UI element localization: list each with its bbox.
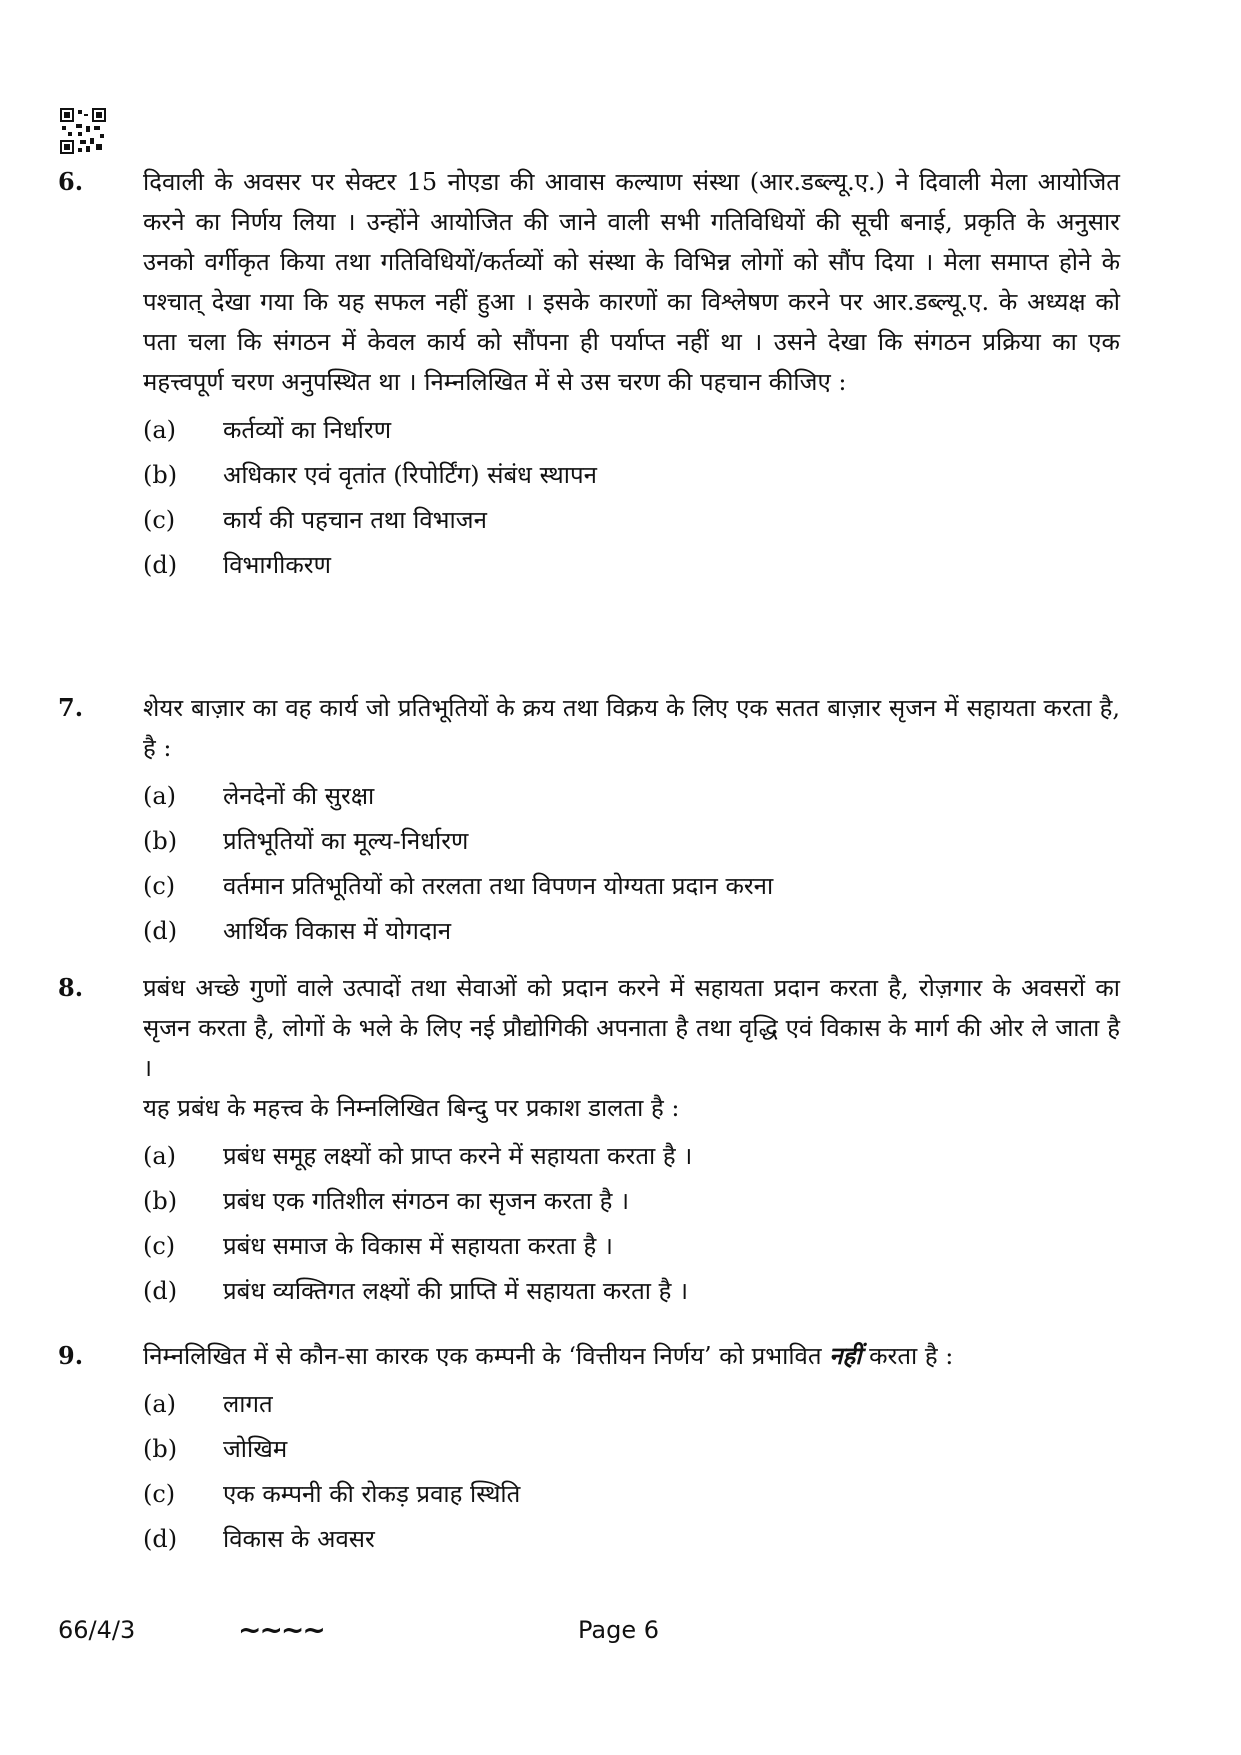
question-7 (58, 688, 1120, 954)
option-b: (b) प्रतिभूतियों का मूल्य-निर्धारण (143, 827, 469, 855)
question-text: प्रबंध अच्छे गुणों वाले उत्पादों तथा सेवाओं को प्रदान करने में सहायता प्रदान करता है, रोज़गार के अवसरों का सृजन करता है, लोगों के भले के लिए नई प्रौद्योगिकी अपनाता है तथा वृद्धि एवं विकास के मार्ग की ओर ले जाता है । यह प्रबंध के महत्त्व के निम्नलिखित बिन्दु पर प्रकाश डालता है : (143, 974, 1120, 1122)
emphasis-text: नहीं (829, 1341, 862, 1370)
question-number: 6. (58, 167, 84, 196)
option-a: (a) कर्तव्यों का निर्धारण (143, 416, 392, 444)
options-list (143, 408, 1120, 588)
options-list (143, 1134, 1120, 1314)
option-d: (d) प्रबंध व्यक्तिगत लक्ष्यों की प्राप्ति में सहायता करता है । (143, 1277, 689, 1305)
qr-code-icon (60, 108, 106, 154)
question-number: 8. (58, 973, 84, 1002)
options-list (143, 1382, 1120, 1562)
option-a: (a) प्रबंध समूह लक्ष्यों को प्राप्त करने में सहायता करता है । (143, 1142, 693, 1170)
option-a: (a) लागत (143, 1390, 273, 1418)
option-c: (c) प्रबंध समाज के विकास में सहायता करता है । (143, 1232, 613, 1260)
option-b: (b) जोखिम (143, 1435, 288, 1463)
option-c: (c) वर्तमान प्रतिभूतियों को तरलता तथा विपणन योग्यता प्रदान करना (143, 872, 774, 900)
question-text: दिवाली के अवसर पर सेक्टर 15 नोएडा की आवास कल्याण संस्था (आर.डब्ल्यू.ए.) ने दिवाली मेला आयोजित करने का निर्णय लिया । उन्होंने आयोजित की जाने वाली सभी गतिविधियों की सूची बनाई, प्रकृति के अनुसार उनको वर्गीकृत किया तथा गतिविधियों/कर्तव्यों को संस्था के विभिन्न लोगों को सौंप दिया । मेला समाप्त होने के पश्चात् देखा गया कि यह सफल नहीं हुआ । इसके कारणों का विश्लेषण करने पर आर.डब्ल्यू.ए. के अध्यक्ष को पता चला कि संगठन में केवल कार्य को सौंपना ही पर्याप्त नहीं था । उसने देखा कि संगठन प्रक्रिया का एक महत्त्वपूर्ण चरण अनुपस्थित था । निम्नलिखित में से उस चरण की पहचान कीजिए : (143, 168, 1120, 396)
option-d: (d) विकास के अवसर (143, 1525, 375, 1553)
option-c: (c) एक कम्पनी की रोकड़ प्रवाह स्थिति (143, 1480, 521, 1508)
footer-ornament: ~~~~ (238, 1613, 324, 1646)
question-number: 7. (58, 693, 84, 722)
options-list (143, 774, 1120, 954)
question-number: 9. (58, 1341, 84, 1370)
question-9 (58, 1336, 1120, 1562)
option-d: (d) आर्थिक विकास में योगदान (143, 917, 452, 945)
question-text: शेयर बाज़ार का वह कार्य जो प्रतिभूतियों के क्रय तथा विक्रय के लिए एक सतत बाज़ार सृजन में सहायता करता है, है : (143, 694, 1120, 762)
option-d: (d) विभागीकरण (143, 551, 331, 579)
option-c: (c) कार्य की पहचान तथा विभाजन (143, 506, 487, 534)
paper-code: 66/4/3 (58, 1616, 136, 1644)
question-8 (58, 968, 1120, 1314)
question-6 (58, 162, 1120, 588)
page-number: Page 6 (578, 1616, 659, 1644)
question-text: निम्नलिखित में से कौन-सा कारक एक कम्पनी के ‘वित्तीयन निर्णय’ को प्रभावित नहीं करता है : (143, 1341, 954, 1370)
option-a: (a) लेनदेनों की सुरक्षा (143, 782, 375, 810)
option-b: (b) अधिकार एवं वृतांत (रिपोर्टिंग) संबंध स्थापन (143, 461, 597, 489)
option-b: (b) प्रबंध एक गतिशील संगठन का सृजन करता है । (143, 1187, 630, 1215)
page-footer (58, 1610, 1120, 1650)
